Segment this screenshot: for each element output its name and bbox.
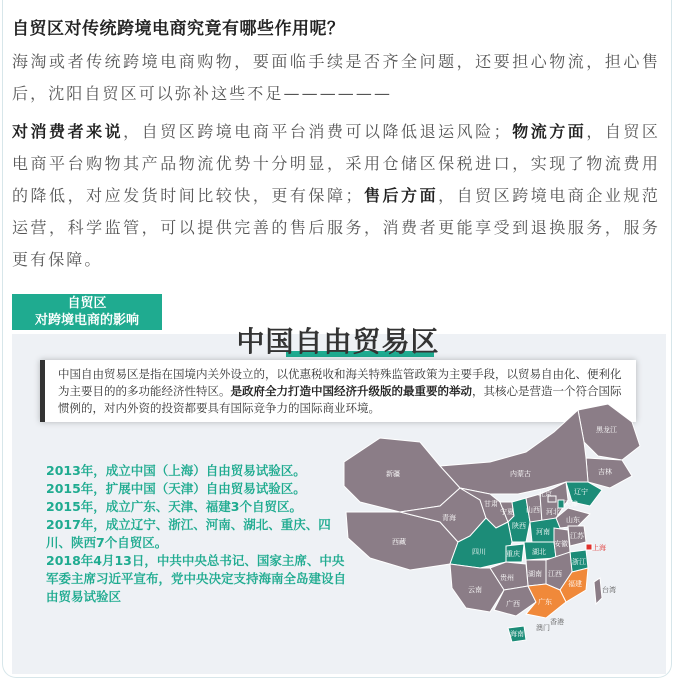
map-label: 黑龙江 [596,426,617,434]
map-label: 天津 [564,500,578,508]
definition-accent-bar [40,360,45,422]
map-label: 山东 [566,516,580,524]
map-label: 重庆 [506,550,520,558]
map-label: 宁夏 [500,508,514,516]
map-label: 江西 [548,570,562,578]
map-label: 上海 [592,544,606,552]
consumer-lead: 对消费者来说 [12,122,124,141]
map-label: 江苏 [570,532,584,540]
logistics-text: ，自贸区电商平台购物其产品物流优势十分明显，采用仓储区保税进口，实现了物流费用的降低，对应发货时间比较快，更有保障； [12,122,660,205]
china-map [340,402,666,654]
region-taiwan [594,578,602,604]
infographic-title: 中国自由贸易区 [236,325,440,358]
map-label: 云南 [468,586,482,594]
timeline-list [46,462,346,606]
map-label: 吉林 [598,468,612,476]
logistics-lead: 物流方面 [511,122,587,141]
map-label: 福建 [568,580,582,588]
map-label: 陕西 [512,522,526,530]
definition-part-2: ，其核心是营造一个符合国际惯例的，对内外资的投资都要具有国际竞争力的国际商业环境。 [58,384,622,415]
timeline-item: 2015年，成立广东、天津、福建3个自贸区。 [46,499,302,514]
banner-line-1: 自贸区 [67,296,107,311]
aftersales-lead: 售后方面 [363,186,439,205]
timeline-item: 2017年，成立辽宁、浙江、河南、湖北、重庆、四川、陕西7个自贸区。 [46,517,331,550]
map-label: 澳门 [536,624,550,632]
intro-paragraph: 海淘或者传统跨境电商购物，要面临手续是否齐全问题，还要担心物流，担心售后，沈阳自贸区可以弥补这些不足—————— [12,52,660,103]
definition-part-1: 中国自由贸易区是指在国境内关外设立的，以优惠税收和海关特殊监管政策为主要手段，以贸易自由化、便利化为主要目的的多功能经济性特区。 [58,367,622,398]
map-label: 贵州 [500,574,514,582]
map-label: 安徽 [554,540,568,548]
map-label: 湖南 [528,570,542,578]
timeline-item: 2013年，成立中国（上海）自由贸易试验区。 [46,463,306,478]
definition-bold: 是政府全力打造中国经济升级版的最重要的举动 [230,384,472,398]
map-label: 浙江 [572,558,586,566]
map-label: 广东 [538,598,552,606]
map-label: 河南 [536,528,550,536]
map-label: 广西 [506,600,520,608]
question-heading: 自贸区对传统跨境电商究竟有哪些作用呢？ [12,19,345,39]
map-label: 北京 [538,490,552,498]
aftersales-text: ，自贸区跨境电商企业规范运营，科学监管，可以提供完善的售后服务，消费者更能享受到退换服务，服务更有保障。 [12,186,660,269]
map-label: 海南 [510,630,524,638]
map-label: 辽宁 [574,488,588,496]
banner-line-2: 对跨境电商的影响 [34,313,139,328]
map-label: 甘肃 [484,500,498,508]
map-label: 河北 [546,508,560,516]
map-label: 西藏 [392,538,406,546]
timeline-item: 2015年，扩展中国（天津）自由贸易试验区。 [46,481,306,496]
benefits-paragraph [12,116,660,276]
map-label: 山西 [526,506,540,514]
map-label: 新疆 [386,470,400,478]
consumer-text: ，自贸区跨境电商平台消费可以降低退运风险； [123,122,512,141]
map-label: 内蒙古 [510,470,531,478]
map-label: 青海 [442,514,456,522]
timeline-item: 2018年4月13日，中共中央总书记、国家主席、中央军委主席习近平宣布，党中央决定支持海南全岛建设自由贸易试验区 [46,553,347,604]
map-label: 湖北 [532,548,546,556]
map-label: 香港 [550,618,564,626]
region-xinjiang [344,438,460,512]
map-label: 台湾 [602,586,616,594]
region-neimenggu [440,410,588,494]
map-label: 四川 [472,548,486,556]
